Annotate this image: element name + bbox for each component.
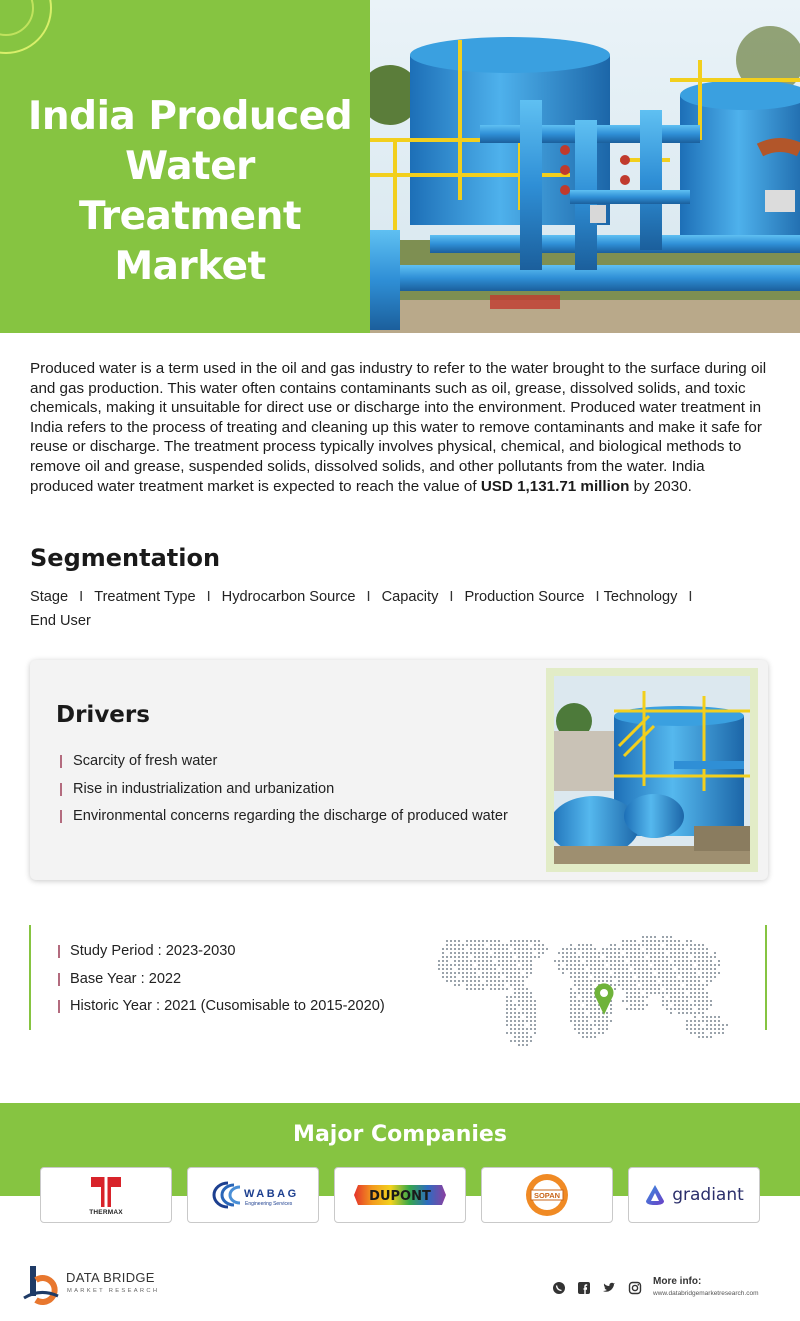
- driver-item: Rise in industrialization and urbanization: [58, 776, 508, 804]
- sopan-wordmark: SOPAN: [533, 1191, 561, 1200]
- hero-plant-image: [370, 0, 800, 333]
- page-title: India Produced Water Treatment Market: [27, 94, 353, 289]
- gradiant-wordmark: gradiant: [672, 1185, 744, 1205]
- whatsapp-icon[interactable]: [552, 1281, 566, 1295]
- segment-separator: I: [595, 589, 600, 605]
- intro-text: Produced water is a term used in the oil and gas industry to refer to the water brought to the surface during oil and gas production. This water often contains contaminants such as oil, grease, dissolved solids, and toxic chemicals, making it unsuitable for direct use or discharge into the environment. Produced water treatment in India refers to the process of treating and cleaning up this water to remove contaminants and make it safe for reuse or discharge. The treatment process typically involves physical, chemical, and biological methods to remove oil and grease, suspended solids, dissolved solids, and other pollutants from the water. India produced water treatment market is expected to reach the value of: [30, 360, 767, 495]
- segmentation-title: Segmentation: [30, 544, 221, 572]
- sopan-logo: [481, 1167, 613, 1223]
- accent-bar-right: [765, 925, 767, 1030]
- segment-stage: Stage: [30, 589, 69, 605]
- data-bridge-mark-icon: [22, 1262, 62, 1306]
- thermax-wordmark: THERMAX: [89, 1208, 123, 1216]
- drivers-title: Drivers: [56, 702, 150, 728]
- drivers-plant-photo: [546, 668, 758, 872]
- world-map: [430, 920, 740, 1050]
- location-pin-icon: [595, 983, 614, 1015]
- study-info-list: [58, 938, 385, 1021]
- wabag-logo: [187, 1167, 319, 1223]
- accent-bar-left: [29, 925, 31, 1030]
- hero-banner: [0, 0, 800, 333]
- gradiant-drop-icon: [644, 1184, 666, 1206]
- drivers-list: [58, 748, 508, 831]
- intro-text-end: by 2030.: [629, 477, 692, 495]
- thermax-logo: [40, 1167, 172, 1223]
- dupont-wordmark: DUPONT: [369, 1189, 431, 1204]
- historic-year: Historic Year : 2021 (Cusomisable to 2015-2020): [58, 993, 385, 1021]
- driver-item: Environmental concerns regarding the discharge of produced water: [58, 803, 508, 831]
- brand-name: DATA BRIDGE: [66, 1270, 155, 1285]
- brand-subtitle: MARKET RESEARCH: [67, 1288, 160, 1294]
- data-bridge-logo: [22, 1262, 182, 1306]
- market-description: [30, 359, 770, 496]
- segment-production-source: Production Source: [464, 589, 585, 605]
- segment-technology: Technology: [603, 589, 678, 605]
- segment-separator: I: [366, 589, 371, 605]
- driver-item: Scarcity of fresh water: [58, 748, 508, 776]
- instagram-icon[interactable]: [628, 1281, 642, 1295]
- segment-separator: I: [688, 589, 693, 605]
- hero-title-panel: [0, 0, 370, 333]
- study-period: Study Period : 2023-2030: [58, 938, 385, 966]
- dupont-logo: [334, 1167, 466, 1223]
- wabag-subtitle: Engineering Services: [245, 1201, 293, 1207]
- segment-capacity: Capacity: [381, 589, 439, 605]
- companies-title: Major Companies: [293, 1122, 507, 1147]
- segmentation-list: [30, 585, 770, 633]
- wabag-wordmark: WABAG: [244, 1188, 299, 1200]
- gradiant-logo: [628, 1167, 760, 1223]
- website-link[interactable]: www.databridgemarketresearch.com: [653, 1290, 759, 1297]
- segment-separator: I: [79, 589, 84, 605]
- twitter-icon[interactable]: [602, 1281, 616, 1295]
- more-info-label: More info:: [653, 1276, 702, 1287]
- segment-separator: I: [206, 589, 211, 605]
- base-year: Base Year : 2022: [58, 966, 385, 994]
- segment-separator: I: [449, 589, 454, 605]
- thermax-mark-icon: [89, 1175, 123, 1209]
- drivers-card: [30, 660, 768, 880]
- segment-hydrocarbon-source: Hydrocarbon Source: [221, 589, 356, 605]
- facebook-icon[interactable]: [577, 1281, 591, 1295]
- segment-end-user: End User: [30, 613, 91, 629]
- segment-treatment-type: Treatment Type: [94, 589, 196, 605]
- market-value-highlight: USD 1,131.71 million: [480, 477, 630, 495]
